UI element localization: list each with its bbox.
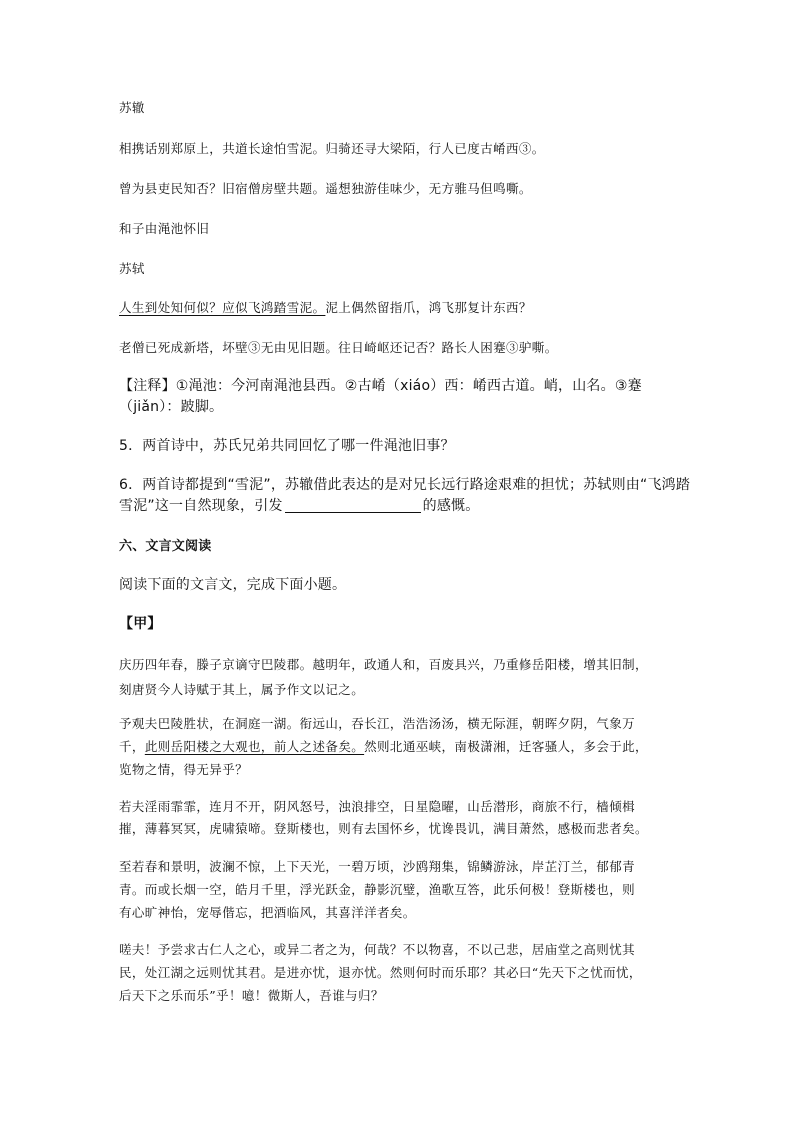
passage-p2-l2-underlined: 此则岳阳楼之大观也，前人之述备矣。 bbox=[144, 739, 365, 754]
passage-label: 【甲】 bbox=[119, 616, 162, 632]
poem2-author: 苏轼 bbox=[119, 261, 145, 276]
passage-p2-l2-post: 然则北通巫峡，南极潇湘，迁客骚人，多会于此， bbox=[364, 739, 648, 754]
passage-p1-l2: 刻唐贤今人诗赋于其上，属予作文以记之。 bbox=[119, 682, 365, 697]
notes-line1: 【注释】①渑池：今河南渑池县西。②古崤（xiáo）西：崤西古道。峭，山名。③蹇 bbox=[119, 378, 642, 394]
passage-p2-l2-pre: 千， bbox=[119, 739, 145, 754]
passage-p4-l3: 有心旷神怡，宠辱偕忘，把酒临风，其喜洋洋者矣。 bbox=[119, 905, 416, 920]
poem2-line2: 老僧已死成新塔，坏壁③无由见旧题。往日崎岖还记否？路长人困蹇③驴嘶。 bbox=[119, 340, 558, 355]
passage-p1-l1: 庆历四年春，滕子京谪守巴陵郡。越明年，政通人和，百废具兴，乃重修岳阳楼，增其旧制， bbox=[119, 657, 648, 672]
passage-p5-l3: 后天下之乐而乐”乎！噫！微斯人，吾谁与归？ bbox=[119, 988, 384, 1003]
poem1-line2: 曾为县吏民知否？旧宿僧房壁共题。遥想独游佳味少，无方骓马但鸣嘶。 bbox=[119, 181, 532, 196]
poem2-title: 和子由渑池怀旧 bbox=[119, 221, 210, 236]
question-6-line2 bbox=[119, 495, 479, 515]
poem2-line1-rest: 泥上偶然留指爪，鸿飞那复计东西？ bbox=[325, 300, 532, 315]
passage-p2-l1: 予观夫巴陵胜状，在洞庭一湖。衔远山，吞长江，浩浩汤汤，横无际涯，朝晖夕阴，气象万 bbox=[119, 716, 636, 731]
passage-p2-l2 bbox=[119, 737, 648, 755]
passage-p4-l1: 至若春和景明，波澜不惊，上下天光，一碧万顷，沙鸥翔集，锦鳞游泳，岸芷汀兰，郁郁青 bbox=[119, 859, 636, 874]
poem2-line1-underlined: 人生到处知何似？应似飞鸿踏雪泥。 bbox=[119, 300, 326, 315]
section-instruction: 阅读下面的文言文，完成下面小题。 bbox=[119, 577, 347, 593]
poem1-author: 苏辙 bbox=[119, 100, 145, 115]
passage-p3-l2: 摧，薄暮冥冥，虎啸猿啼。登斯楼也，则有去国怀乡，忧谗畏讥，满目萧然，感极而悲者矣。 bbox=[119, 821, 648, 836]
question-6-text-before: 雪泥”这一自然现象，引发 bbox=[119, 498, 283, 514]
question-6-line1: 6．两首诗都提到“雪泥”，苏辙借此表达的是对兄长远行路途艰难的担忧；苏轼则由“飞鸿踏 bbox=[119, 477, 691, 493]
passage-p3-l1: 若夫淫雨霏霏，连月不开，阴风怒号，浊浪排空，日星隐曜，山岳潜形，商旅不行，樯倾楫 bbox=[119, 799, 636, 814]
notes-line2: （jiǎn）：跛脚。 bbox=[119, 399, 224, 415]
question-6-text-after: 的感慨。 bbox=[422, 498, 480, 514]
poem2-line1 bbox=[119, 298, 532, 316]
section-heading: 六、文言文阅读 bbox=[119, 539, 212, 554]
answer-blank[interactable] bbox=[285, 498, 421, 513]
passage-p5-l2: 民，处江湖之远则忧其君。是进亦忧，退亦忧。然则何时而乐耶？其必曰“先天下之忧而忧， bbox=[119, 965, 642, 980]
question-5: 5．两首诗中，苏氏兄弟共同回忆了哪一件渑池旧事？ bbox=[119, 438, 455, 454]
passage-p2-l3: 览物之情，得无异乎？ bbox=[119, 762, 249, 777]
passage-p5-l1: 嗟夫！予尝求古仁人之心，或异二者之为，何哉？不以物喜，不以己悲，居庙堂之高则忧其 bbox=[119, 942, 636, 957]
poem1-line1: 相携话别郑原上，共道长途怕雪泥。归骑还寻大梁陌，行人已度古崤西③。 bbox=[119, 141, 545, 156]
passage-p4-l2: 青。而或长烟一空，皓月千里，浮光跃金，静影沉璧，渔歌互答，此乐何极！登斯楼也，则 bbox=[119, 882, 636, 897]
